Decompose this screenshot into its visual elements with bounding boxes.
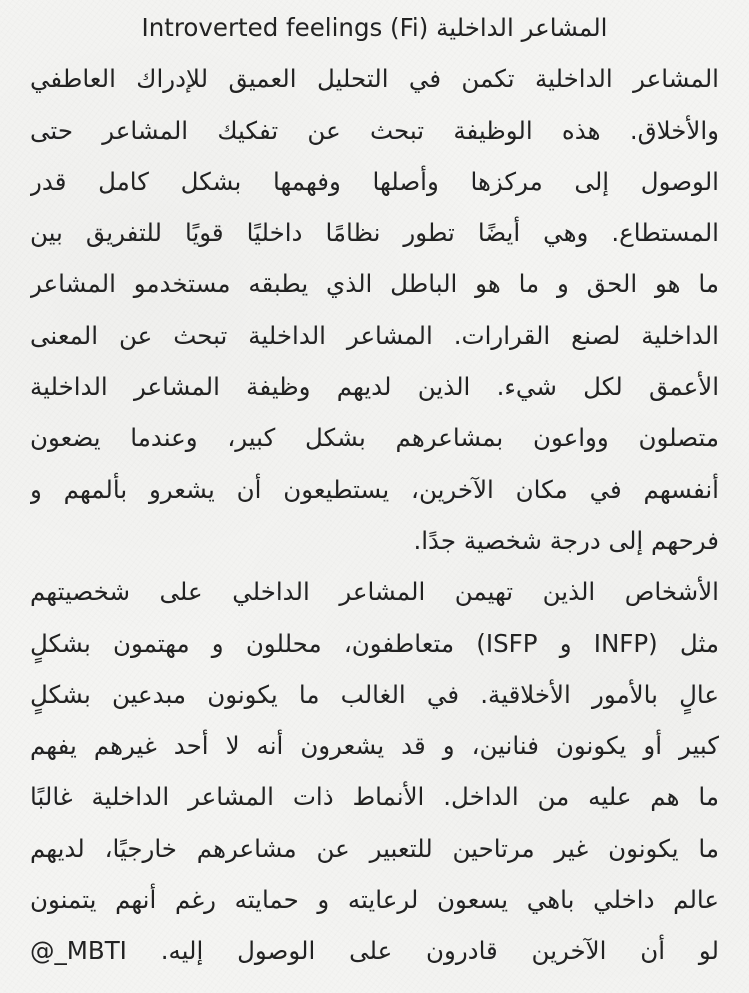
note-line-10: فرحهم إلى درجة شخصية جدًا. (413, 525, 719, 555)
note-line-13: عالٍ بالأمور الأخلاقية. في الغالب ما يكونون مبدعين بشكلٍ (30, 679, 719, 709)
note-line-11: الأشخاص الذين تهيمن المشاعر الداخلي على شخصيتهم (30, 577, 719, 607)
note-title: المشاعر الداخلية (Introverted feelings (Fi (141, 13, 608, 42)
note-line-16: ما يكونون غير مرتاحين للتعبير عن مشاعرهم خارجيًا، لديهم (30, 833, 719, 863)
note-line-15: ما هم عليه من الداخل. الأنماط ذات المشاعر الداخلية غالبًا (30, 782, 719, 812)
note-line-4: المستطاع. وهي أيضًا تطور نظامًا داخليًا قويًا للتفريق بين (30, 218, 719, 248)
note-line-6: الداخلية لصنع القرارات. المشاعر الداخلية تبحث عن المعنى (30, 320, 719, 350)
note-line-12: مثل (INFP و ISFP) متعاطفون، محللون و مهتمون بشكلٍ (30, 628, 719, 658)
note-line-14: كبير أو يكونون فنانين، و قد يشعرون أنه لا أحد غيرهم يفهم (30, 731, 719, 761)
note-line-1: المشاعر الداخلية تكمن في التحليل العميق للإدراك العاطفي (30, 64, 719, 94)
note-line-18: لو أن الآخرين قادرون على الوصول إليه. MBTI_@ (30, 936, 719, 966)
note-line-9: أنفسهم في مكان الآخرين، يستطيعون أن يشعرو بألمهم و (30, 474, 719, 504)
note-line-5: ما هو الحق و ما هو الباطل الذي يطبقه مستخدمو المشاعر (30, 269, 719, 299)
note-line-2: والأخلاق. هذه الوظيفة تبحث عن تفكيك المشاعر حتى (30, 115, 719, 145)
note-line-17: عالم داخلي باهي يسعون لرعايته و حمايته رغم أنهم يتمنون (30, 885, 719, 915)
note-line-8: متصلون وواعون بمشاعرهم بشكل كبير، وعندما يضعون (30, 423, 719, 453)
note-line-7: الأعمق لكل شيء. الذين لديهم وظيفة المشاعر الداخلية (30, 372, 719, 402)
note-line-3: الوصول إلى مركزها وأصلها وفهمها بشكل كامل قدر (30, 166, 719, 196)
